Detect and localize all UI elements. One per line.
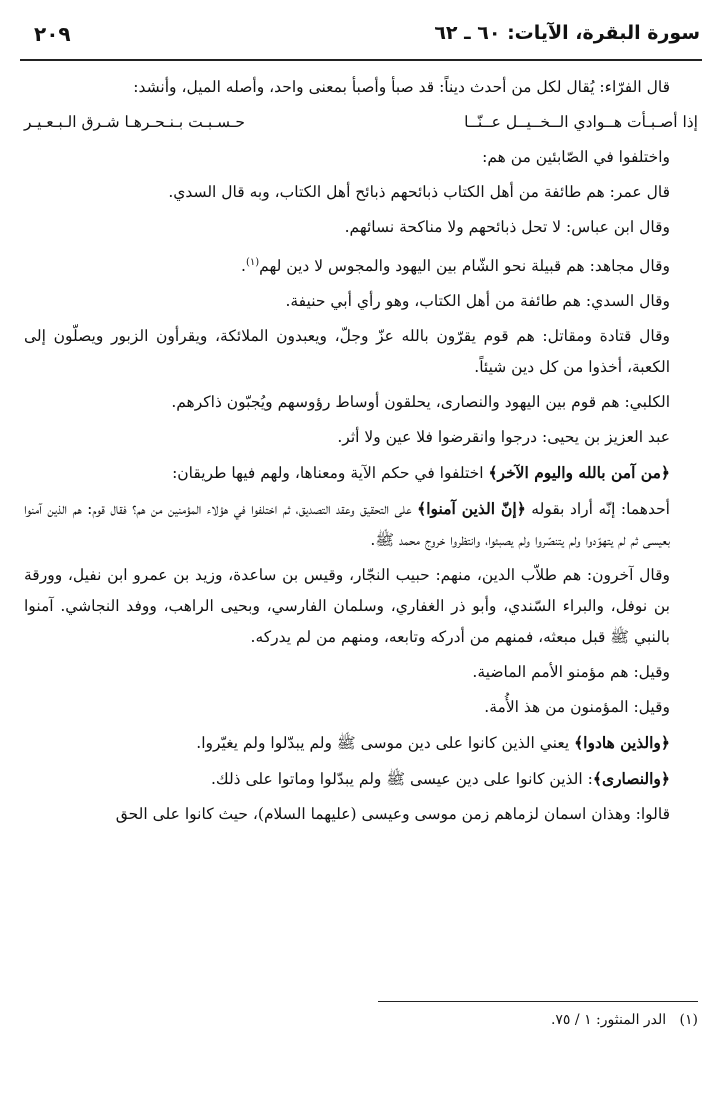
paragraph: وقال آخرون: هم طلاّب الدين، منهم: حبيب النجّار، وقيس بن ساعدة، وزيد بن عمرو ابن نفيل، وورقة بن نوفل، والبراء السّندي، وأبو ذر الغفاري، وسلمان الفارسي، وبحيى الراهب، ووفد النجاشي. آمنوا بالنبي ﷺ قبل مبعثه، فمنهم من أدركه وتابعه، ومنهم من لم يدركه. — [24, 566, 670, 647]
quoted-phrase: ﴿من آمن بالله واليوم الآخر﴾ — [488, 463, 670, 483]
paragraph — [24, 455, 698, 491]
paragraph: وقيل: المؤمنون من هذ الأُمة. — [484, 698, 670, 717]
paragraph — [24, 725, 698, 761]
paragraph: وقال مجاهد: هم قبيلة نحو الشّام بين اليهود والمجوس لا دين لهم$^{(١)}$. — [241, 257, 670, 276]
paragraph: قال الفرّاء: يُقال لكل من أحدث ديناً: قد صبأ وأصبأ بمعنى واحد، وأصله الميل، وأنشد: — [133, 78, 670, 96]
paragraph: واختلفوا في الصّابئين من هم: — [482, 148, 670, 166]
paragraph: قالوا: وهذان اسمان لزماهم زمن موسى وعيسى (عليهما السلام)، حيث كانوا على الحق — [115, 805, 670, 824]
verse-first-hemistich: إذا أصـبـأت هــوادي الــخــيــل عــنّــا — [464, 113, 698, 131]
quoted-phrase: ﴿والذين هادوا﴾ — [574, 733, 670, 753]
poetry-verse — [24, 105, 698, 140]
paragraph: وقال السدي: هم طائفة من أهل الكتاب، وهو رأي أبي حنيفة. — [285, 292, 670, 311]
paragraph-text: يعني الذين كانوا على دين موسى ﷺ ولم يبدّلوا ولم يغيّروا. — [196, 734, 570, 753]
header-rule — [20, 59, 702, 61]
paragraph: وقال ابن عباس: لا تحل ذبائحهم ولا مناكحة نسائهم. — [344, 218, 670, 236]
paragraph: الكلبي: هم قوم بين اليهود والنصارى، يحلقون أوساط رؤوسهم ويُجبّون ذاكرهم. — [171, 393, 670, 412]
quoted-phrase: ﴿والنصارى﴾ — [592, 769, 670, 789]
paragraph-text: : الذين كانوا على دين عيسى ﷺ ولم يبدّلوا وماتوا على ذلك. — [210, 770, 593, 789]
paragraph-text: وقال مجاهد: هم قبيلة نحو الشّام بين اليهود والمجوس لا دين لهم — [259, 257, 670, 276]
page-header — [34, 22, 700, 56]
footnote-marker: (١) — [245, 257, 260, 268]
quoted-phrase: ﴿إنّ الذين آمنوا﴾ — [417, 499, 526, 519]
paragraph-text: اختلفوا في حكم الآية ومعناها، ولهم فيها طريقان: — [172, 464, 484, 483]
page-number: ٢٠٩ — [34, 22, 71, 46]
verse-second-hemistich: حـسـبـت بـنـحـرهـا شـرق الـبـعـيـر — [24, 113, 246, 131]
footnote — [551, 1012, 698, 1028]
running-title: سورة البقرة، الآيات: ٦٠ ـ ٦٢ — [434, 22, 700, 44]
paragraph: قال عمر: هم طائفة من أهل الكتاب ذبائحهم ذبائح أهل الكتاب، وبه قال السدي. — [168, 183, 670, 201]
footnote-rule — [378, 1001, 698, 1002]
paragraph: عبد العزيز بن يحيى: درجوا وانقرضوا فلا عين ولا أثر. — [337, 428, 670, 447]
footnote-number: (١) — [679, 1012, 698, 1028]
paragraph — [24, 761, 698, 797]
paragraph — [24, 491, 698, 558]
page-body — [24, 70, 698, 832]
paragraph: وقيل: هم مؤمنو الأمم الماضية. — [472, 663, 670, 682]
footnote-text: الدر المنثور: ١ / ٧٥. — [550, 1012, 667, 1028]
paragraph-prefix: أحدهما: إنّه أراد بقوله — [531, 500, 670, 519]
paragraph-text: على التحقيق وعقد التصديق، ثم اختلفوا في هؤلاء المؤمنين من هم؟ فقال قوم: هم الذين آمنوا بعيسى ثم لم يتهوّدوا ولم يتنصّروا ولم يصبئوا، وانتظروا خروج محمد ﷺ. — [24, 500, 670, 550]
paragraph: وقال قتادة ومقاتل: هم قوم يقرّون بالله عزّ وجلّ، ويعبدون الملائكة، ويقرأون الزبور ويصلّون إلى الكعبة، أخذوا من كل دين شيئاً. — [24, 327, 670, 377]
